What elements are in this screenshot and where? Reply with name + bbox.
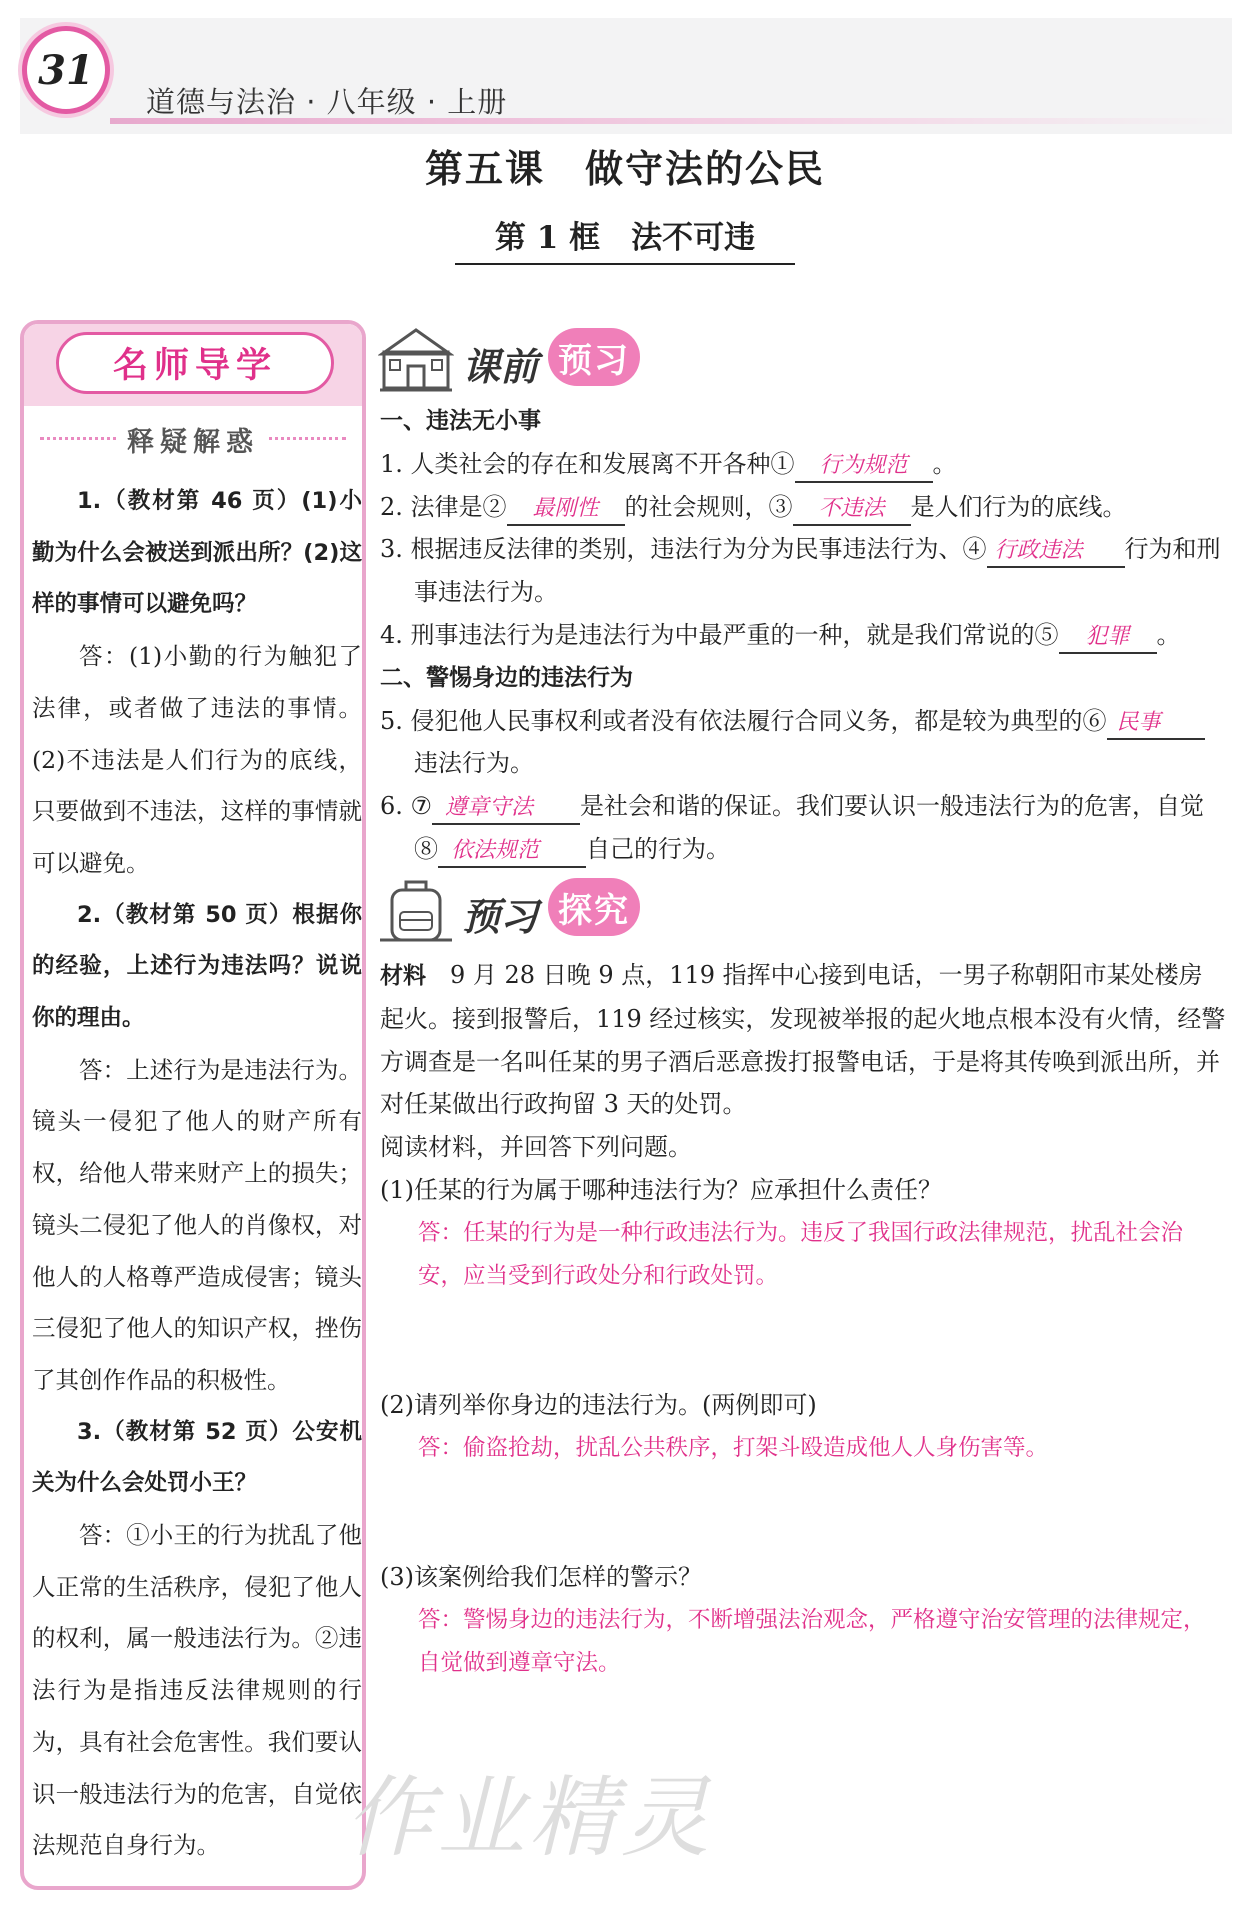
item-text: 3. 根据违反法律的类别，违法行为分为民事违法行为、④ xyxy=(380,535,987,564)
qa-answer: 答：①小王的行为扰乱了他人正常的生活秩序，侵犯了他人的权利，属一般违法行为。②违法行为是指违反法律规则的行为，具有社会危害性。我们要认识一般违法行为的危害，自觉依法规范自身行为。 xyxy=(32,1521,362,1860)
preview-content xyxy=(380,400,1226,871)
item-text: 是社会和谐的保证。我们要认识一般违法行为的危害，自觉⑧ xyxy=(414,792,1205,863)
page-number: 31 xyxy=(38,46,94,94)
question-block-2 xyxy=(380,1384,1226,1470)
answer-2: 答：偷盗抢劫，扰乱公共秩序，打架斗殴造成他人人身伤害等。 xyxy=(418,1434,1049,1461)
fill-item-3 xyxy=(380,528,1226,614)
qa-question: 1.（教材第 46 页）(1)小勤为什么会被送到派出所？(2)这样的事情可以避免吗？ xyxy=(32,488,362,618)
watermark: 作业精灵 xyxy=(345,1766,714,1869)
fill-item-4 xyxy=(380,614,1226,657)
item-text: 6. ⑦ xyxy=(380,792,433,821)
qa-list xyxy=(32,476,362,1872)
answer-blank: 行为规范 xyxy=(795,451,933,483)
section-title: 第 1 框 法不可违 xyxy=(455,212,795,265)
fill-item-1 xyxy=(380,443,1226,486)
answer-blank: 遵章守法 xyxy=(432,793,580,825)
qa-answer: 答：(1)小勤的行为触犯了法律，或者做了违法的事情。(2)不违法是人们行为的底线，只要做到不违法，这样的事情就可以避免。 xyxy=(32,642,362,877)
item-text: 5. 侵犯他人民事权利或者没有依法履行合同义务，都是较为典型的⑥ xyxy=(380,706,1107,735)
answer-blank: 行政违法 xyxy=(987,536,1125,568)
part1-title: 一、违法无小事 xyxy=(380,408,541,434)
preview-heading-bubble: 预习 xyxy=(548,328,640,386)
item-text: 1. 人类社会的存在和发展离不开各种① xyxy=(380,449,795,478)
item-text: 违法行为。 xyxy=(414,749,534,778)
question-3: (3)该案例给我们怎样的警示？ xyxy=(380,1563,702,1591)
answer-blank: 最刚性 xyxy=(507,494,625,526)
material-label: 材料 xyxy=(380,963,426,989)
item-text: 的社会规则，③ xyxy=(624,492,793,521)
answer-blank: 犯罪 xyxy=(1059,622,1157,654)
item-text: 。 xyxy=(1156,620,1181,649)
explore-heading-bubble: 探究 xyxy=(548,878,640,936)
qa-subhead xyxy=(40,420,346,459)
item-text: 4. 刑事违法行为是违法行为中最严重的一种，就是我们常说的⑤ xyxy=(380,620,1059,649)
qa-subhead-label: 释疑解惑 xyxy=(117,420,269,459)
qa-question: 2.（教材第 50 页）根据你的经验，上述行为违法吗？说说你的理由。 xyxy=(32,901,362,1032)
question-2: (2)请列举你身边的违法行为。(两例即可) xyxy=(380,1391,817,1419)
material-paragraph xyxy=(380,954,1226,1126)
lesson-title: 第五课 做守法的公民 xyxy=(424,146,825,191)
preview-heading-word: 课前 xyxy=(462,345,539,389)
qa-answer: 答：上述行为是违法行为。镜头一侵犯了他人的财产所有权，给他人带来财产上的损失；镜头二侵犯了他人的肖像权，对他人的人格尊严造成侵害；镜头三侵犯了他人的知识产权，挫伤了其创作作品的积极性。 xyxy=(32,1055,362,1394)
part2-title: 二、警惕身边的违法行为 xyxy=(380,664,633,691)
material-text: 9 月 28 日晚 9 点，119 指挥中心接到电话，一男子称朝阳市某处楼房起火。接到报警后，119 经过核实，发现被举报的起火地点根本没有火情，经警方调查是一名叫任某的男子酒后恶意拨打报警电话，于是将其传唤到派出所，并对任某做出行政拘留 3 天的处罚。 xyxy=(380,961,1226,1119)
question-block-3 xyxy=(380,1556,1226,1684)
preview-heading xyxy=(378,322,638,398)
answer-blank: 不违法 xyxy=(793,494,911,526)
teacher-guide-banner xyxy=(56,332,334,394)
item-text: 自己的行为。 xyxy=(586,834,730,863)
explore-heading-word: 预习 xyxy=(462,895,539,939)
backpack-icon xyxy=(378,876,454,944)
fill-item-5 xyxy=(380,700,1226,786)
item-text: 行为和刑事违法行为。 xyxy=(414,535,1221,607)
item-text: 。 xyxy=(932,449,957,478)
instruction: 阅读材料，并回答下列问题。 xyxy=(380,1133,692,1162)
explore-heading xyxy=(378,872,638,948)
fill-item-6 xyxy=(380,785,1226,871)
qa-question: 3.（教材第 52 页）公安机关为什么会处罚小王？ xyxy=(32,1418,362,1497)
answer-blank: 依法规范 xyxy=(438,836,586,868)
item-text: 2. 法律是② xyxy=(380,492,507,521)
answer-blank: 民事 xyxy=(1107,708,1205,740)
book-title: 道德与法治 · 八年级 · 上册 xyxy=(146,85,508,119)
explore-content xyxy=(380,954,1226,1297)
banner-label: 名师导学 xyxy=(112,346,277,386)
question-1: (1)任某的行为属于哪种违法行为？应承担什么责任？ xyxy=(380,1175,942,1204)
page-number-badge xyxy=(22,26,110,114)
fill-item-2 xyxy=(380,486,1226,529)
item-text: 是人们行为的底线。 xyxy=(910,492,1127,521)
school-icon xyxy=(378,326,454,394)
answer-3: 答：警惕身边的违法行为，不断增强法治观念，严格遵守治安管理的法律规定，自觉做到遵章守法。 xyxy=(418,1606,1206,1676)
answer-1: 答：任某的行为是一种行政违法行为。违反了我国行政法律规范，扰乱社会治安，应当受到行政处分和行政处罚。 xyxy=(418,1219,1184,1289)
